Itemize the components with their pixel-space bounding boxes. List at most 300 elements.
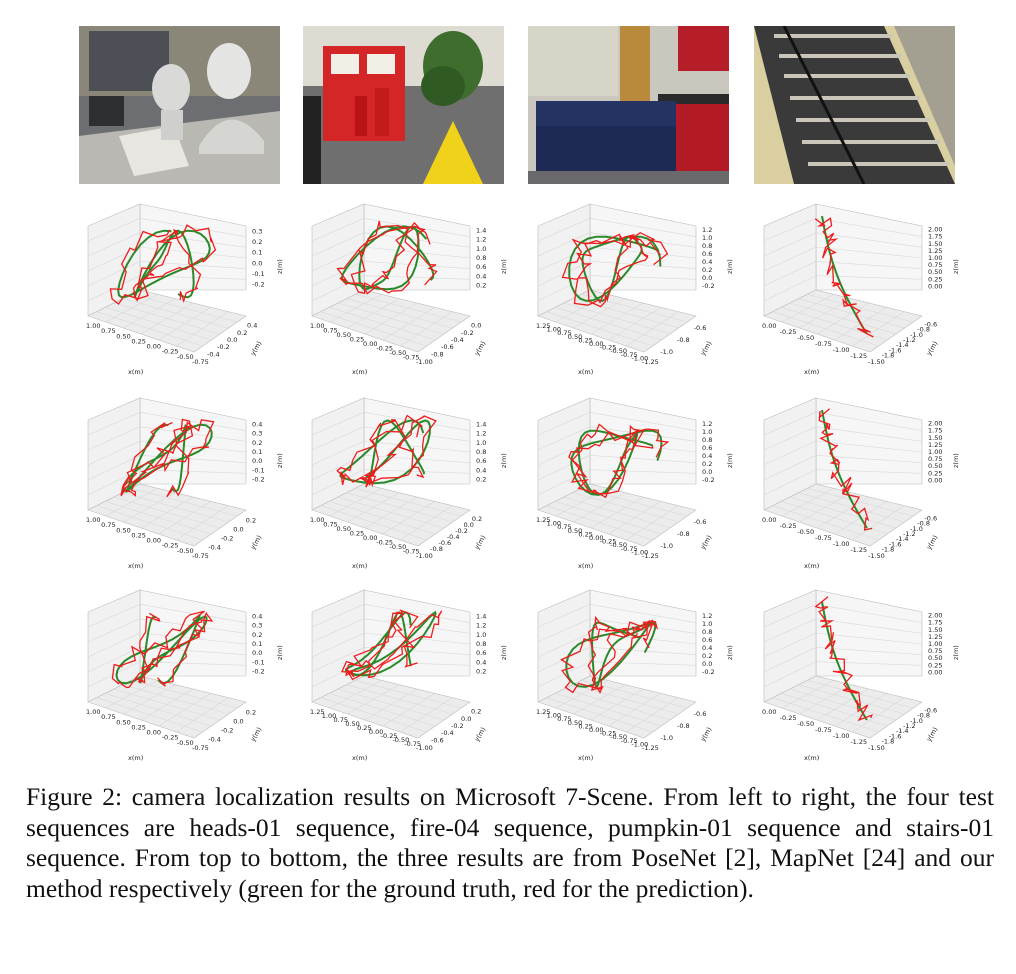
x-tick-label: -1.00 (832, 732, 850, 740)
y-axis-label: y(m) (248, 533, 264, 551)
z-tick-label: 1.25 (928, 632, 943, 641)
y-tick-label: -1.0 (660, 542, 674, 550)
x-tick-label: -0.75 (620, 350, 638, 359)
z-tick-label: 1.00 (928, 448, 943, 456)
y-tick-label: -0.6 (924, 706, 938, 715)
z-tick-label: 2.00 (928, 611, 943, 620)
z-tick-label: 0.75 (928, 647, 943, 656)
z-tick-label: -0.1 (252, 658, 265, 667)
x-tick-label: 0.25 (578, 530, 593, 539)
z-tick-label: 0.2 (476, 475, 487, 484)
z-tick-label: 0.2 (476, 667, 487, 676)
z-tick-label: 1.0 (702, 234, 713, 242)
trajectory-plot-pumpkin-01-posenet (526, 204, 766, 382)
y-tick-label: -1.2 (903, 722, 916, 730)
z-axis-label: z(m) (500, 453, 508, 468)
x-tick-label: -0.25 (380, 732, 398, 740)
x-tick-label: -1.00 (416, 552, 433, 560)
x-tick-label: 0.00 (762, 322, 777, 330)
y-tick-label: -0.4 (451, 336, 464, 344)
x-tick-label: -0.50 (176, 738, 194, 747)
z-axis-label: z(m) (952, 259, 960, 274)
z-tick-label: 0.8 (476, 448, 487, 456)
x-tick-label: -0.25 (376, 538, 394, 547)
x-tick-label: -0.25 (161, 541, 179, 550)
z-tick-label: 0.6 (476, 457, 487, 466)
y-tick-label: 0.2 (471, 707, 482, 716)
x-tick-label: -0.50 (797, 528, 815, 536)
x-tick-label: -1.50 (868, 552, 885, 560)
x-tick-label: 0.00 (762, 516, 777, 524)
pumpkin-scene-photo (528, 26, 729, 184)
y-tick-label: 0.0 (233, 525, 244, 534)
x-tick-label: 0.50 (116, 332, 131, 341)
z-tick-label: 1.25 (928, 246, 943, 255)
z-tick-label: 0.4 (476, 272, 487, 281)
y-tick-label: -0.6 (693, 710, 707, 718)
x-tick-label: 0.00 (589, 726, 604, 734)
z-tick-label: 2.00 (928, 225, 943, 234)
z-tick-label: 0.2 (702, 460, 713, 468)
x-tick-label: -1.25 (850, 352, 868, 360)
z-tick-label: 0.4 (702, 452, 713, 460)
y-tick-label: -0.8 (431, 350, 444, 359)
x-tick-label: -0.75 (815, 340, 832, 348)
x-tick-label: 1.25 (536, 708, 551, 716)
z-tick-label: 0.4 (476, 466, 487, 475)
z-tick-label: 1.4 (476, 420, 487, 429)
x-tick-label: 0.25 (349, 335, 365, 344)
heads-scene-photo (79, 26, 280, 184)
z-tick-label: 0.50 (928, 268, 943, 277)
z-tick-label: -0.2 (252, 280, 265, 289)
y-tick-label: -1.0 (660, 734, 674, 742)
y-tick-label: -0.6 (431, 736, 444, 745)
y-axis-label: y(m) (248, 339, 264, 357)
y-tick-label: 0.0 (471, 321, 482, 330)
z-axis-label: z(m) (276, 645, 284, 660)
x-tick-label: -0.25 (161, 733, 179, 742)
y-axis-label: y(m) (248, 725, 264, 743)
x-tick-label: 0.00 (146, 728, 162, 737)
z-tick-label: 1.2 (476, 429, 487, 438)
x-tick-label: 1.25 (310, 708, 325, 716)
back-pane (816, 204, 922, 290)
fire-scene-photo (303, 26, 504, 184)
z-tick-label: 0.1 (252, 640, 263, 648)
x-tick-label: -0.50 (610, 347, 628, 356)
z-axis-label: z(m) (276, 453, 284, 468)
x-tick-label: 0.25 (131, 531, 146, 540)
y-tick-label: -1.4 (895, 535, 909, 544)
z-tick-label: 0.0 (702, 468, 713, 476)
z-tick-label: 0.2 (702, 652, 713, 660)
y-tick-label: 0.0 (227, 336, 238, 344)
x-tick-label: 0.50 (336, 331, 351, 339)
x-tick-label: 0.00 (146, 342, 162, 351)
x-tick-label: -0.25 (779, 328, 797, 336)
x-tick-label: -1.25 (850, 738, 868, 746)
z-tick-label: 0.2 (252, 438, 263, 447)
y-tick-label: -0.8 (677, 336, 690, 344)
x-tick-label: 1.00 (86, 322, 101, 330)
z-tick-label: 0.6 (702, 636, 713, 644)
y-tick-label: -0.2 (451, 722, 464, 730)
z-tick-label: 0.6 (702, 250, 713, 258)
x-axis-label: x(m) (804, 754, 820, 762)
x-axis-label: x(m) (128, 562, 144, 570)
z-tick-label: 1.00 (928, 254, 943, 262)
y-axis-label: y(m) (472, 725, 488, 743)
y-tick-label: -0.2 (461, 328, 474, 337)
x-tick-label: -1.50 (868, 358, 885, 366)
z-tick-label: 1.25 (928, 440, 943, 449)
y-tick-label: -1.0 (910, 524, 923, 533)
z-tick-label: 0.25 (928, 661, 943, 670)
z-axis-label: z(m) (276, 259, 284, 274)
x-axis-label: x(m) (804, 368, 820, 376)
x-tick-label: -0.75 (192, 744, 209, 752)
z-tick-label: 1.2 (476, 621, 487, 630)
z-tick-label: 1.4 (476, 226, 487, 235)
z-axis-label: z(m) (726, 453, 734, 468)
x-tick-label: 0.50 (116, 718, 131, 727)
y-tick-label: -0.6 (693, 324, 707, 332)
x-tick-label: -0.75 (620, 544, 638, 553)
x-tick-label: 1.00 (546, 325, 562, 334)
z-tick-label: 0.00 (928, 282, 943, 291)
z-tick-label: 0.8 (476, 254, 487, 262)
z-tick-label: -0.1 (252, 270, 265, 278)
y-tick-label: 0.2 (245, 516, 257, 525)
z-tick-label: 0.4 (252, 612, 263, 621)
y-tick-label: -1.0 (660, 348, 674, 356)
y-tick-label: -1.6 (888, 346, 902, 355)
y-axis-label: y(m) (698, 725, 714, 743)
z-tick-label: 0.50 (928, 462, 943, 471)
z-tick-label: 1.2 (476, 235, 487, 244)
z-tick-label: 1.0 (476, 438, 487, 447)
y-tick-label: 0.0 (461, 714, 472, 723)
x-tick-label: -0.75 (620, 736, 638, 745)
y-tick-label: 0.2 (245, 708, 257, 717)
y-axis-label: y(m) (924, 533, 940, 551)
y-tick-label: -0.2 (217, 343, 230, 352)
x-tick-label: 0.75 (557, 329, 572, 338)
z-tick-label: -0.2 (252, 667, 265, 676)
z-tick-label: 0.2 (252, 238, 263, 246)
back-pane (590, 398, 696, 484)
x-tick-label: 0.25 (578, 336, 593, 345)
z-tick-label: 0.4 (702, 258, 713, 266)
z-tick-label: 0.2 (476, 281, 487, 290)
x-tick-label: -1.00 (832, 346, 850, 354)
y-tick-label: -0.8 (917, 325, 930, 334)
z-axis-label: z(m) (500, 259, 508, 274)
y-tick-label: -1.0 (910, 330, 923, 339)
x-axis-label: x(m) (352, 754, 368, 762)
z-tick-label: 1.0 (476, 630, 487, 639)
z-tick-label: 0.2 (252, 630, 263, 639)
z-tick-label: 0.75 (928, 455, 943, 464)
x-tick-label: -0.50 (176, 546, 194, 555)
z-tick-label: 2.00 (928, 419, 943, 428)
trajectory-plot-fire-04-ours (300, 590, 540, 768)
y-tick-label: -0.4 (208, 735, 221, 744)
x-tick-label: -0.25 (161, 347, 179, 356)
z-axis-label: z(m) (726, 259, 734, 274)
x-tick-label: 0.75 (557, 523, 572, 532)
z-tick-label: 0.4 (252, 420, 263, 429)
x-tick-label: 0.25 (131, 723, 146, 732)
z-tick-label: 1.0 (702, 620, 713, 628)
x-tick-label: 0.00 (146, 536, 162, 545)
y-tick-label: -0.4 (207, 350, 220, 359)
x-tick-label: -1.25 (850, 546, 868, 554)
x-tick-label: -0.75 (192, 552, 209, 560)
y-tick-label: -0.4 (446, 533, 460, 541)
y-tick-label: 0.2 (237, 328, 248, 337)
y-axis-label: y(m) (924, 725, 940, 743)
x-tick-label: 0.50 (116, 526, 131, 535)
z-tick-label: 0.75 (928, 261, 943, 270)
y-tick-label: -0.2 (220, 726, 234, 735)
z-tick-label: 0.0 (702, 660, 713, 668)
x-tick-label: -1.00 (832, 540, 850, 548)
x-tick-label: 0.75 (101, 713, 116, 722)
z-tick-label: 0.8 (702, 436, 713, 444)
y-tick-label: -0.6 (924, 320, 938, 329)
x-tick-label: 0.00 (589, 340, 604, 348)
y-tick-label: -1.6 (888, 732, 902, 741)
z-tick-label: -0.2 (702, 668, 715, 676)
y-tick-label: -0.2 (220, 534, 234, 543)
z-tick-label: 0.4 (476, 658, 487, 667)
y-tick-label: -1.8 (881, 737, 895, 746)
z-tick-label: 0.6 (702, 444, 713, 452)
x-tick-label: -0.50 (389, 543, 407, 551)
x-axis-label: x(m) (352, 562, 368, 570)
x-tick-label: -1.25 (642, 744, 659, 752)
z-tick-label: 1.0 (702, 428, 713, 436)
y-tick-label: -0.6 (438, 539, 452, 547)
y-tick-label: -1.4 (895, 341, 909, 350)
z-tick-label: 0.0 (252, 259, 263, 268)
x-axis-label: x(m) (578, 562, 594, 570)
z-tick-label: 0.00 (928, 476, 943, 485)
z-tick-label: 1.2 (702, 226, 713, 234)
trajectory-plot-heads-01-mapnet (76, 398, 316, 576)
z-tick-label: 1.75 (928, 618, 943, 627)
x-tick-label: 0.50 (567, 718, 583, 727)
x-tick-label: 1.00 (86, 708, 101, 716)
x-tick-label: 0.75 (101, 327, 116, 336)
x-axis-label: x(m) (804, 562, 820, 570)
z-tick-label: 1.50 (928, 625, 943, 634)
figure-caption: Figure 2: camera localization results on Microsoft 7-Scene. From left to right, the four test sequences are heads-01 sequence, fire-04 sequence, pumpkin-01 sequence and stairs-01 sequence. From top to bottom, the three results are from PoseNet [2], MapNet [24] and our method respectively (green for the ground truth, red for the prediction). (26, 782, 994, 903)
z-tick-label: 0.8 (702, 242, 713, 250)
z-tick-label: 0.0 (252, 457, 263, 466)
trajectory-plot-pumpkin-01-ours (526, 590, 766, 768)
x-tick-label: -1.00 (631, 354, 649, 363)
y-tick-label: -0.4 (208, 543, 221, 552)
trajectory-plot-fire-04-mapnet (300, 398, 540, 576)
back-pane (590, 204, 696, 290)
x-tick-label: 0.00 (762, 708, 777, 716)
y-tick-label: -0.8 (917, 711, 930, 720)
x-tick-label: -0.25 (599, 729, 617, 738)
x-tick-label: -0.25 (599, 343, 617, 352)
y-tick-label: 0.2 (471, 515, 483, 523)
x-tick-label: 0.50 (345, 720, 360, 728)
back-pane (140, 398, 246, 484)
z-tick-label: -0.2 (702, 282, 715, 290)
x-tick-label: -0.50 (797, 334, 815, 342)
x-tick-label: 0.50 (567, 526, 583, 535)
x-tick-label: -0.25 (376, 344, 394, 353)
trajectory-plot-stairs-01-ours (752, 590, 992, 768)
x-tick-label: 0.00 (363, 534, 378, 542)
x-tick-label: 0.75 (101, 521, 116, 530)
y-axis-label: y(m) (472, 339, 488, 357)
x-tick-label: 0.25 (578, 722, 593, 731)
x-tick-label: 0.00 (589, 534, 604, 542)
x-tick-label: -0.25 (779, 522, 797, 530)
z-tick-label: -0.2 (252, 475, 265, 484)
y-tick-label: -1.2 (903, 530, 916, 538)
y-tick-label: 0.0 (463, 521, 474, 529)
z-axis-label: z(m) (726, 645, 734, 660)
z-tick-label: 0.3 (252, 429, 263, 438)
x-tick-label: 1.00 (86, 516, 101, 524)
y-tick-label: -0.8 (917, 519, 930, 528)
back-pane (816, 398, 922, 484)
z-tick-label: -0.1 (252, 466, 265, 475)
stairs-scene-photo (754, 26, 955, 184)
x-tick-label: -0.75 (815, 726, 832, 734)
y-tick-label: 0.0 (233, 717, 244, 726)
z-tick-label: 1.4 (476, 612, 487, 621)
trajectory-plot-pumpkin-01-mapnet (526, 398, 766, 576)
z-tick-label: 0.0 (702, 274, 713, 282)
x-tick-label: -1.00 (631, 740, 649, 749)
x-tick-label: -1.00 (416, 358, 433, 366)
x-tick-label: 1.00 (546, 711, 562, 720)
x-axis-label: x(m) (578, 754, 594, 762)
x-tick-label: 1.00 (310, 516, 325, 524)
z-axis-label: z(m) (500, 645, 508, 660)
y-tick-label: -0.6 (441, 343, 454, 352)
x-tick-label: 0.00 (368, 728, 384, 736)
x-tick-label: -1.00 (631, 548, 649, 557)
x-tick-label: -0.50 (176, 352, 194, 361)
y-tick-label: -1.2 (903, 336, 916, 344)
z-tick-label: 0.6 (476, 649, 487, 658)
x-tick-label: -0.50 (797, 720, 815, 728)
x-tick-label: 1.25 (536, 516, 551, 524)
z-tick-label: 0.25 (928, 275, 943, 284)
y-tick-label: -1.0 (910, 716, 923, 725)
x-tick-label: 0.50 (336, 525, 351, 533)
z-tick-label: 0.8 (476, 640, 487, 648)
x-tick-label: -0.25 (779, 714, 797, 722)
x-tick-label: -0.50 (392, 736, 410, 744)
z-tick-label: 1.50 (928, 433, 943, 442)
trajectory-plot-fire-04-posenet (300, 204, 540, 382)
x-tick-label: 1.00 (321, 712, 337, 720)
y-tick-label: 0.4 (247, 321, 258, 330)
x-axis-label: x(m) (128, 368, 144, 376)
y-tick-label: -1.8 (881, 545, 895, 554)
x-tick-label: 0.25 (131, 337, 146, 346)
x-tick-label: 0.00 (363, 340, 378, 348)
z-tick-label: 1.50 (928, 239, 943, 248)
x-tick-label: -0.75 (402, 547, 420, 556)
z-tick-label: 0.3 (252, 227, 263, 236)
z-axis-label: z(m) (952, 645, 960, 660)
x-tick-label: -0.75 (404, 740, 422, 748)
x-tick-label: -0.75 (815, 534, 832, 542)
y-tick-label: -1.8 (881, 351, 895, 360)
z-tick-label: 0.0 (252, 649, 263, 658)
z-tick-label: 0.2 (702, 266, 713, 274)
x-tick-label: -0.75 (192, 358, 209, 366)
z-tick-label: 0.50 (928, 654, 943, 663)
y-tick-label: -0.8 (677, 722, 690, 730)
x-tick-label: 1.25 (536, 322, 551, 330)
z-axis-label: z(m) (952, 453, 960, 468)
y-axis-label: y(m) (698, 533, 714, 551)
x-axis-label: x(m) (578, 368, 594, 376)
x-axis-label: x(m) (128, 754, 144, 762)
z-tick-label: 0.6 (476, 263, 487, 272)
z-tick-label: 0.1 (252, 448, 263, 456)
z-tick-label: 1.2 (702, 612, 713, 620)
x-tick-label: -0.50 (610, 541, 628, 550)
y-tick-label: -0.6 (693, 518, 707, 526)
x-tick-label: -1.00 (416, 744, 433, 752)
z-tick-label: 0.00 (928, 668, 943, 677)
trajectory-plot-stairs-01-posenet (752, 204, 992, 382)
x-tick-label: 1.00 (310, 322, 325, 330)
z-tick-label: 1.2 (702, 420, 713, 428)
y-axis-label: y(m) (698, 339, 714, 357)
x-tick-label: -1.25 (642, 552, 659, 560)
z-tick-label: 0.1 (252, 248, 263, 257)
z-tick-label: 1.0 (476, 244, 487, 253)
x-tick-label: 0.25 (357, 724, 372, 732)
y-tick-label: -1.6 (888, 540, 902, 549)
trajectory-plot-heads-01-posenet (76, 204, 316, 382)
z-tick-label: 1.00 (928, 640, 943, 648)
back-pane (816, 590, 922, 676)
x-tick-label: 0.75 (323, 326, 338, 335)
trajectory-plot-heads-01-ours (76, 590, 316, 768)
y-tick-label: -0.8 (430, 545, 443, 553)
z-tick-label: -0.2 (702, 476, 715, 484)
x-tick-label: -0.50 (389, 349, 407, 357)
z-tick-label: 1.75 (928, 426, 943, 435)
trajectory-plot-stairs-01-mapnet (752, 398, 992, 576)
x-tick-label: -0.25 (599, 537, 617, 546)
x-tick-label: -1.50 (868, 744, 885, 752)
x-tick-label: -1.25 (642, 358, 659, 366)
x-axis-label: x(m) (352, 368, 368, 376)
y-axis-label: y(m) (924, 339, 940, 357)
x-tick-label: 0.50 (567, 332, 583, 341)
x-tick-label: 0.75 (557, 715, 572, 724)
z-tick-label: 0.25 (928, 469, 943, 478)
